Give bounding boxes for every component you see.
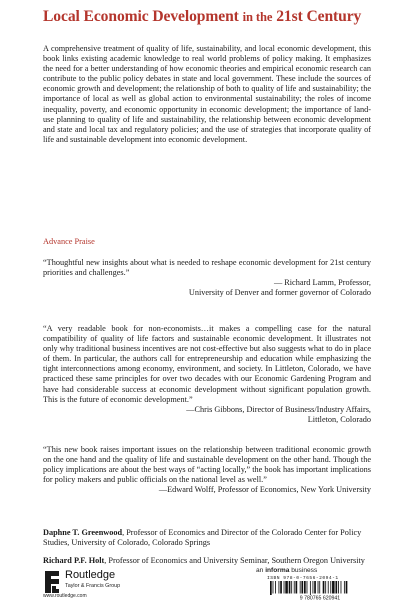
barcode-digits: 9 780765 620941 — [299, 595, 341, 600]
quote-attribution: —Edward Wolff, Professor of Economics, New York University — [158, 485, 371, 495]
quote-attribution-affiliation: University of Denver and former governor of Colorado — [188, 288, 371, 298]
praise-quote-1 — [43, 258, 371, 298]
routledge-logo-icon — [43, 570, 61, 594]
book-description: A comprehensive treatment of quality of life, sustainability, and local economic development, this book links existing academic knowledge to real world problems of policy making. It emphasizes the need for a better understanding of how economic theories and empirical economic research can contribute to the public policy debates in state and local government. These include the sources of economic growth and development; the relationship of both to quality of life and sustainability; the importance of local as well as global action to environmental sustainability; the roles of income inequality, poverty, and economic opportunity in economic development; the importance of land-use planning to quality of life and sustainability, the relationship between economic development and state and local tax and regulatory policies; and the use of strategies that incorporate quality of life and sustainable development into economic development. — [43, 44, 371, 144]
praise-quote-3 — [43, 445, 371, 495]
title-part-1: Local Economic Development — [43, 8, 239, 25]
quote-attribution-affiliation: Littleton, Colorado — [307, 414, 371, 424]
author-affiliation: , Professor of Economics and University Seminar, Southern Oregon University — [104, 556, 365, 565]
quote-text: “A very readable book for non-economists…it makes a compelling case for the natural compatibility of quality of life factors and sustainable economic development. It illustrates not only why traditional business incentives are not cost-effective but also suggests what to do in place of them. In particular, the authors call for entrepreneurship and education while emphasizing the tight interconnections among economy, environment, and society. In Littleton, Colorado, we have practiced these same principles for over two decades with our Economic Gardening Program and have had considerable success at economic development without significant population growth. This is the future of economic development.” — [43, 324, 371, 404]
author-bio-1 — [43, 528, 371, 548]
quote-text: “Thoughtful new insights about what is needed to reshape economic development for 21st century priorities and challenges.” — [43, 258, 371, 278]
title-part-2: in the — [242, 10, 273, 24]
quote-attribution: — Richard Lamm, Professor, — [273, 278, 371, 288]
informa-brand: informa — [265, 567, 290, 574]
publisher-website: www.routledge.com — [43, 593, 87, 599]
book-title — [43, 8, 363, 26]
author-name: Daphne T. Greenwood — [43, 528, 123, 537]
informa-suffix: business — [291, 567, 318, 574]
informa-prefix: an — [256, 567, 264, 574]
quote-attribution: —Chris Gibbons, Director of Business/Industry Affairs, — [186, 404, 371, 414]
quote-text: “This new book raises important issues on the relationship between traditional economic growth on the one hand and the quality of life and sustainable development on the other hand. Though the policy implications are about the best ways of “acting locally,” the book has important implications for policy makers and public officials on the national level as well.” — [43, 445, 371, 485]
isbn-barcode — [268, 581, 372, 600]
publisher-name: Routledge — [65, 569, 116, 581]
informa-business-mark — [256, 567, 317, 574]
author-bio-2 — [43, 556, 371, 566]
title-part-3: 21st Century — [276, 8, 362, 25]
advance-praise-heading: Advance Praise — [43, 237, 95, 246]
publisher-group: Taylor & Francis Group — [65, 583, 121, 589]
author-affiliation: , Professor of Economics and Director of the Colorado Center for Policy Studies, University of Colorado, Colorado Springs — [43, 528, 362, 548]
praise-quote-2 — [43, 324, 371, 425]
isbn-number: ISBN 978-0-7656-2094-1 — [267, 576, 339, 581]
author-name: Richard P.F. Holt — [43, 556, 105, 565]
